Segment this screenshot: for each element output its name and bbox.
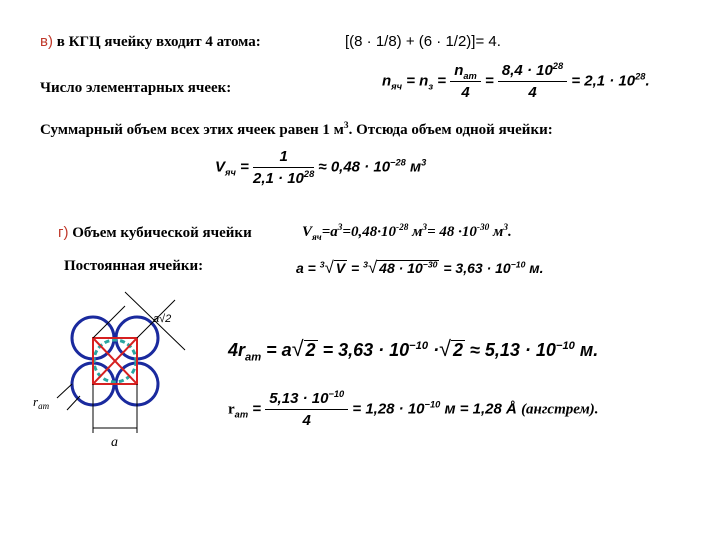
line1-text: в КГЦ ячейку входит 4 атома:: [56, 34, 261, 50]
line3-text: Суммарный объем всех этих ячеек равен 1 $м^3$. Отсюда объем одной ячейки:: [40, 121, 553, 138]
item-v-tag: в): [40, 33, 53, 50]
volume-formula: $V_{яч}$ = $\frac{1}{2,1 \cdot 10^{28}}$ ≈ $0,48 \cdot 10^{-28}$ $м^3$: [215, 148, 427, 187]
line4-text: Объем кубической ячейки: [72, 225, 252, 241]
radius-equation-1: $4r_{ат} = a√$ $2 = 3,63 \cdot 10^{-10}$ ·√ $2 \approx 5,13 \cdot 10^{-10}$ м.: [228, 336, 599, 364]
lattice-constant-formula: a = $^3$√ V = $^3$√ $48 \cdot 10^{-30} = 3,63 \cdot 10^{-10}$ м.: [296, 258, 544, 277]
diag-label: a√2: [153, 313, 172, 325]
cells-formula: $n_{яч} = n_з$ = $\frac{n_{ат}}{4}$ = $\frac{8,4 \cdot 10^{28}}{4}$ = $2,1 \cdot 10^{28}$.: [382, 61, 650, 101]
item-g-tag: г): [58, 224, 69, 241]
cubic-volume-formula: $V_{яч}=a^3=0,48\cdot 10^{-28}$ $м^3= 48 \cdot 10^{-30}$ $м^3$.: [302, 223, 512, 243]
line2-text: Число элементарных ячеек:: [40, 80, 232, 96]
angstrom-symbol: Å: [506, 400, 517, 418]
r-label: $r_{ат}$: [33, 394, 50, 411]
line1-formula: [(8 · 1/8) + (6 · 1/2)]= 4.: [345, 33, 501, 50]
line1: [40, 33, 261, 51]
line5-text: Постоянная ячейки:: [64, 258, 204, 274]
a-label: a: [111, 435, 118, 450]
radius-equation-2: $r_{ат}$ = $\frac{5,13 \cdot 10^{-10}}{4}$ = $1,28 \cdot 10^{-10}$ м = 1,28 Å (ангстрем).: [228, 389, 599, 429]
unit-square: [93, 338, 137, 384]
fcc-face-diagram: [25, 288, 205, 453]
line4: [58, 224, 252, 242]
